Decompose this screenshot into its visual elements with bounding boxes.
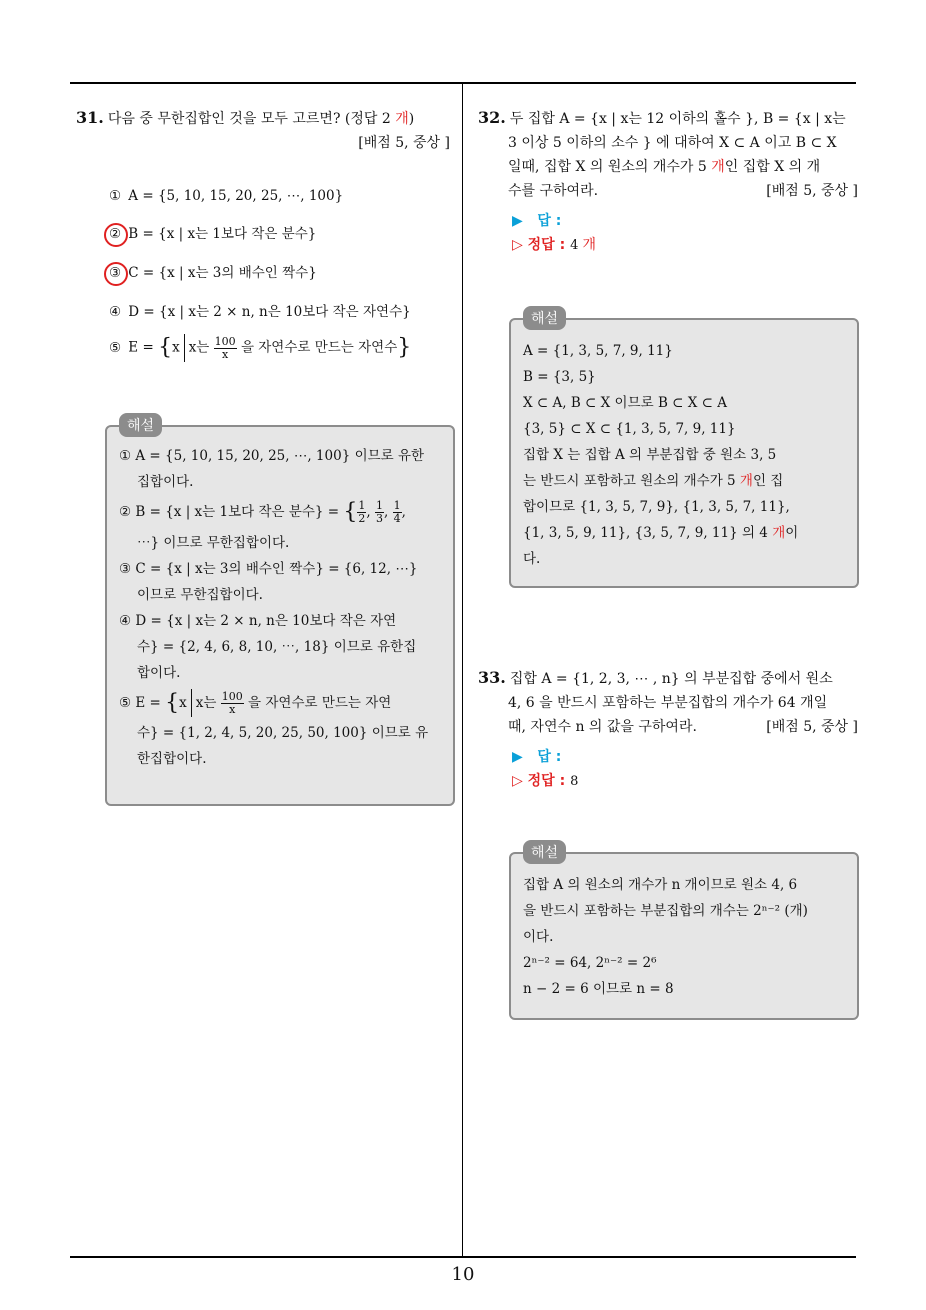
play-icon: ▶ <box>512 749 523 765</box>
q32-number: 32. <box>478 108 506 127</box>
q33-number: 33. <box>478 668 506 687</box>
q33-explanation-tag: 해설 <box>523 840 566 864</box>
column-divider <box>462 84 463 1256</box>
q31-choice-2[interactable]: ② B = {x | x는 1보다 작은 분수} <box>108 226 317 242</box>
q33-answer-row[interactable]: ▶ 답 : <box>512 749 562 765</box>
question-31 <box>76 106 450 361</box>
q33-meta: [배점 5, 중상 ] <box>766 719 858 735</box>
q31-answer-mark-3 <box>104 262 128 286</box>
q31-number: 31. <box>76 108 104 127</box>
q31-choice-1[interactable]: ① A = {5, 10, 15, 20, 25, ⋯, 100} <box>108 188 344 204</box>
play-icon: ▶ <box>512 213 523 229</box>
q33-explanation-text: 집합 A 의 원소의 개수가 n 개이므로 원소 4, 6 을 반드시 포함하는 부분집합의 개수는 2ⁿ⁻² (개) 이다. 2ⁿ⁻² = 64, 2ⁿ⁻² = 2⁶ n − 2 = 6 이므로 n = 8 <box>523 877 808 997</box>
question-33 <box>478 666 858 796</box>
q31-answer-mark-2 <box>104 223 128 247</box>
q31-choice-4[interactable]: ④ D = {x | x는 2 × n, n은 10보다 작은 자연수} <box>108 304 411 320</box>
q31-question: 31. 다음 중 무한집합인 것을 모두 고르면? (정답 2 개) <box>76 108 415 127</box>
q33-question: 33. 집합 A = {1, 2, 3, ⋯ , n} 의 부분집합 중에서 원소 4, 6 을 반드시 포함하는 부분집합의 개수가 64 개일 때, 자연수 n 의 값을 구하여라. [배점 5, 중상 ] <box>478 666 858 739</box>
q32-answer-row[interactable]: ▶ 답 : <box>512 213 562 229</box>
q31-choice-5[interactable]: ⑤ E = {x x는 $\frac{100}{x}$ 을 자연수로 만드는 자연수} <box>108 334 412 361</box>
q31-explanation-box <box>105 418 455 806</box>
triangle-outline-icon: ▷ <box>512 773 523 789</box>
q31-explanation-tag: 해설 <box>119 413 162 437</box>
q31-choice-5-fraction: $\frac{100}{x}$ <box>214 334 236 361</box>
top-rule <box>70 82 856 84</box>
q32-correct-row: ▷ 정답 : 4 개 <box>512 237 596 253</box>
q32-meta: [배점 5, 중상 ] <box>766 183 858 199</box>
q32-explanation-box <box>509 311 859 588</box>
triangle-outline-icon: ▷ <box>512 237 523 253</box>
q31-explanation-text: ① A = {5, 10, 15, 20, 25, ⋯, 100} 이므로 유한 집합이다. ② B = {x | x는 1보다 작은 분수} = { $\frac{1}{2}$ , $\frac{1}{3}$ , $\frac{1}{4}$ , ⋯} 이므로 무한집합이다. ③ C = {x | x는 3의 배수인 짝수} = {6, 12, ⋯} 이므로 무한집합이다. ④ D = {x | x는 2 × n, n은 10보다 작은 자연 수} = {2, 4, 6, 8, 10, ⋯, 18} 이므로 유한집 합이다. ⑤ E = {x x는 $\frac{100}{x}$ 을 자연수로 만드는 자연 수} = {1, 2, 4, 5, 20, 25, 50, 100} 이므로 유 한집합이다. <box>119 448 429 767</box>
q33-correct-row: ▷ 정답 : 8 <box>512 773 579 789</box>
q32-explanation-text: A = {1, 3, 5, 7, 9, 11} B = {3, 5} X ⊂ A, B ⊂ X 이므로 B ⊂ X ⊂ A {3, 5} ⊂ X ⊂ {1, 3, 5, 7, 9, 11} 집합 X 는 집합 A 의 부분집합 중 원소 3, 5 는 반드시 포함하고 원소의 개수가 5 개인 집 합이므로 {1, 3, 5, 7, 9}, {1, 3, 5, 7, 11}, {1, 3, 5, 9, 11}, {3, 5, 7, 9, 11} 의 4 개이 다. <box>523 343 799 567</box>
page-number: 10 <box>451 1264 475 1285</box>
q32-question: 32. 두 집합 A = {x | x는 12 이하의 홀수 }, B = {x | x는 3 이상 5 이하의 소수 } 에 대하여 X ⊂ A 이고 B ⊂ X 일때, 집합 X 의 원소의 개수가 5 개인 집합 X 의 개 수를 구하여라. [배점 5, 중상 ] <box>478 106 858 203</box>
question-32 <box>478 106 858 260</box>
q33-explanation-box <box>509 845 859 1020</box>
q32-explanation-tag: 해설 <box>523 306 566 330</box>
q31-choice-3[interactable]: ③ C = {x | x는 3의 배수인 짝수} <box>108 265 317 281</box>
bottom-rule <box>70 1256 856 1258</box>
q31-meta: [배점 5, 중상 ] <box>358 135 450 151</box>
